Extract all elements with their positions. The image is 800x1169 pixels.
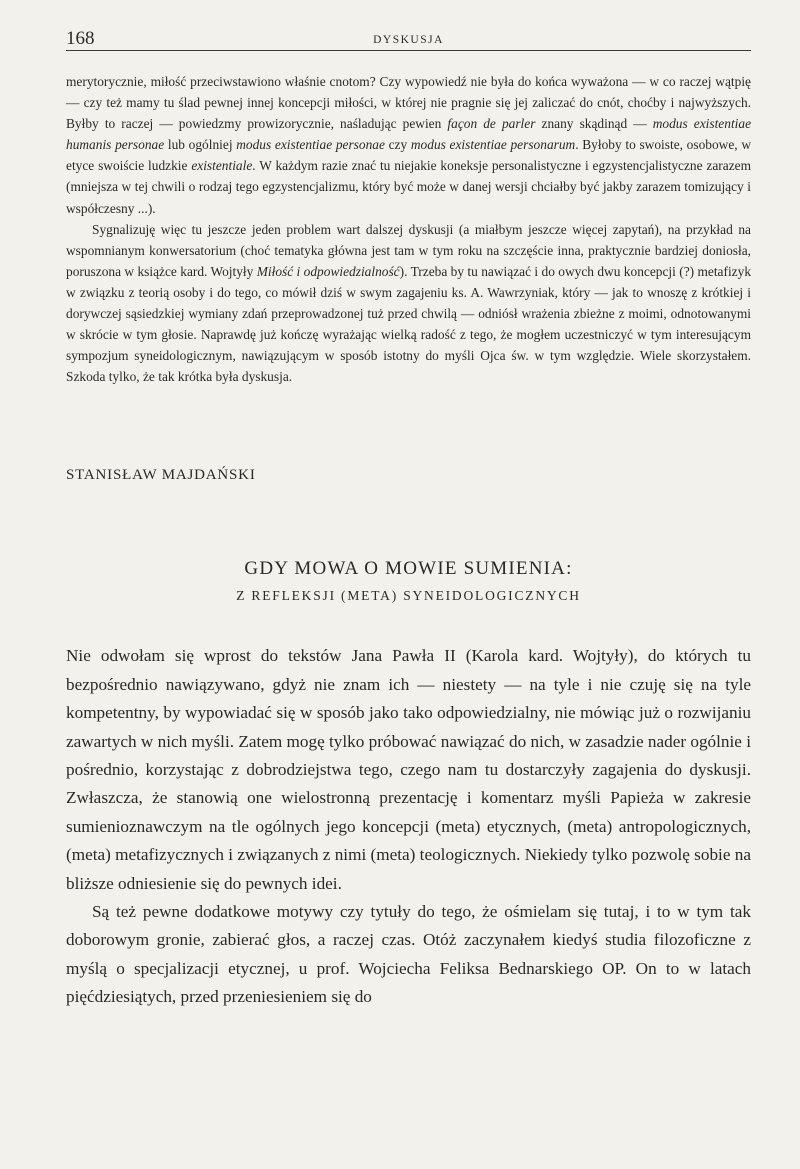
author-name: STANISŁAW MAJDAŃSKI <box>66 467 256 484</box>
page-header <box>66 24 751 51</box>
body-paragraph-2: Są też pewne dodatkowe motywy czy tytuły do tego, że ośmielam się tutaj, i to w tym tak doborowym gronie, zabierać głos, a raczej czas. Otóż zaczynałem kiedyś studia filozoficzne z myślą o specjalizacji etycznej, u prof. Wojciecha Feliksa Bednarskiego OP. On to w latach pięćdziesiątych, przed przeniesieniem się do <box>66 902 751 1007</box>
page <box>66 24 751 1012</box>
page-number: 168 <box>66 28 95 49</box>
discussion-text <box>66 71 751 387</box>
running-head: DYSKUSJA <box>373 34 444 46</box>
body-paragraph-1: Nie odwołam się wprost do tekstów Jana Pawła II (Karola kard. Wojtyły), do których tu bezpośrednio nawiązywano, gdyż nie znam ich — niestety — na tyle i nie czuję się na tyle kompetentny, by wypowiadać się w sposób jako tako odpowiedzialny, nie mówiąc już o rozwijaniu zawartych w nich myśli. Zatem mogę tylko próbować nawiązać do nich, w zasadzie nader ogólnie i pośrednio, korzystając z dobrodziejstwa tego, czego nam tu dostarczyły zagajenia do dyskusji. Zwłaszcza, że stanowią one wielostronną prezentację i komentarz myśli Papieża w zakresie sumienioznawczym na tle ogólnych jego koncepcji (meta) etycznych, (meta) antropologicznych, (meta) metafizycznych i związanych z nimi (meta) teologicznych. Niekiedy tylko pozwolę sobie na bliższe odniesienie się do pewnych idei. <box>66 646 751 893</box>
discussion-paragraph-2: Sygnalizuję więc tu jeszcze jeden problem wart dalszej dyskusji (a miałbym jeszcze więcej zapytań), na przykład na wspomnianym konwersatorium (choć tematyka główna jest tam w tym roku na szczęście inna, praktycznie bardziej doniosła, poruszona w książce kard. Wojtyły Miłość i odpowiedzialność). Trzeba by tu nawiązać i do owych dwu koncepcji (?) metafizyk w związku z teorią osoby i do tego, co mówił dziś w swym zagajeniu ks. A. Wawrzyniak, który — jak to wnoszę z krótkiej i dorywczej sąsiedzkiej wymiany zdań przeprowadzonej tuż przed chwilą — odniósł wrażenia zbieżne z moimi, odnotowanymi w skrócie w tym głosie. Naprawdę już kończę wyrażając wielką radość z tego, że mogłem uczestniczyć w tym interesującym sympozjum syneidologicznym, nawiązującym w sposób istotny do myśli Ojca św. w tym względzie. Wiele skorzystałem. Szkoda tylko, że tak krótka była dyskusja. <box>66 221 752 385</box>
article-title: GDY MOWA O MOWIE SUMIENIA: <box>244 558 573 580</box>
article-title-block <box>66 558 751 604</box>
article-subtitle: Z REFLEKSJI (META) SYNEIDOLOGICZNYCH <box>236 588 581 604</box>
discussion-paragraph-1: merytorycznie, miłość przeciwstawiono właśnie cnotom? Czy wypowiedź nie była do końca wyważona — w co raczej wątpię — czy też mamy tu ślad pewnej innej koncepcji miłości, w której nie pragnie się jej zaliczać do cnót, choćby i najwyższych. Byłby to raczej — powiedzmy prowizorycznie, naśladując pewien façon de parler znany skądinąd — modus existentiae humanis personae lub ogólniej modus existentiae personae czy modus existentiae personarum. Byłoby to swoiste, osobowe, w etyce swoiście ludzkie existentiale. W każdym razie znać tu niejakie koneksje personalistyczne i egzystencjalistyczne zarazem (mniejsza w tej chwili o rodzaj tego egzystencjalizmu, który być może w danej wersji chciałby być jakby zarazem tomizujący i współczesny ...). <box>66 74 752 216</box>
article-body <box>66 642 751 1011</box>
